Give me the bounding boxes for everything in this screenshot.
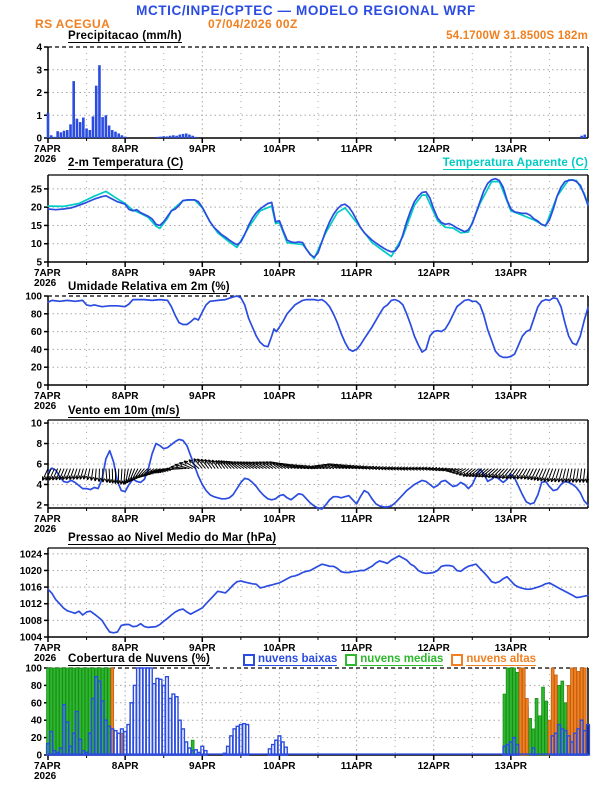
svg-text:40: 40 (30, 344, 42, 356)
svg-text:12APR: 12APR (417, 514, 450, 525)
svg-text:10: 10 (30, 418, 42, 430)
legend-label-mid-clouds: nuvens medias (360, 653, 444, 665)
svg-text:20: 20 (30, 733, 42, 745)
svg-text:4: 4 (36, 42, 42, 54)
svg-text:80: 80 (30, 309, 42, 321)
svg-text:7APR: 7APR (34, 643, 61, 654)
panel-title-cloud-cover: Cobertura de Nuvens (%) (68, 653, 210, 665)
svg-text:1020: 1020 (19, 565, 42, 577)
svg-text:40: 40 (30, 715, 42, 727)
svg-text:13APR: 13APR (494, 144, 527, 155)
svg-text:9APR: 9APR (188, 144, 216, 155)
svg-text:7APR: 7APR (34, 144, 61, 155)
svg-text:1024: 1024 (19, 549, 42, 561)
svg-text:10APR: 10APR (263, 144, 296, 155)
svg-text:80: 80 (30, 680, 42, 692)
svg-text:7APR: 7APR (34, 391, 61, 402)
svg-text:12APR: 12APR (417, 144, 450, 155)
svg-text:6: 6 (36, 459, 42, 471)
svg-text:2026: 2026 (34, 401, 57, 412)
svg-text:10APR: 10APR (263, 391, 296, 402)
svg-text:8: 8 (36, 439, 42, 451)
svg-text:8APR: 8APR (111, 761, 139, 772)
svg-text:9APR: 9APR (188, 643, 216, 654)
svg-text:10: 10 (30, 239, 42, 251)
svg-text:25: 25 (30, 184, 42, 196)
svg-text:0: 0 (36, 750, 42, 762)
svg-text:13APR: 13APR (494, 761, 527, 772)
svg-text:10APR: 10APR (263, 643, 296, 654)
svg-text:5: 5 (36, 257, 42, 269)
svg-text:2: 2 (36, 500, 42, 512)
svg-text:11APR: 11APR (340, 144, 373, 155)
svg-text:10APR: 10APR (263, 268, 296, 279)
panel-title-precipitation: Precipitacao (mm/h) (68, 30, 182, 42)
svg-text:60: 60 (30, 327, 42, 339)
svg-text:4: 4 (36, 479, 42, 491)
svg-text:11APR: 11APR (340, 268, 373, 279)
svg-text:1016: 1016 (19, 582, 42, 594)
svg-text:13APR: 13APR (494, 514, 527, 525)
svg-text:10APR: 10APR (263, 761, 296, 772)
svg-text:1008: 1008 (19, 615, 42, 627)
svg-text:20: 20 (30, 202, 42, 214)
svg-text:12APR: 12APR (417, 643, 450, 654)
panel-title-temperature: 2-m Temperatura (C) (68, 157, 184, 169)
svg-text:11APR: 11APR (340, 391, 373, 402)
station-label: RS ACEGUA (35, 17, 111, 31)
svg-text:2: 2 (36, 88, 42, 99)
panel-title-humidity: Umidade Relativa em 2m (%) (68, 281, 230, 293)
svg-text:2026: 2026 (34, 278, 57, 289)
svg-text:20: 20 (30, 362, 42, 374)
svg-text:9APR: 9APR (188, 391, 216, 402)
apparent-temperature-legend-label: Temperatura Aparente (C) (442, 157, 588, 169)
svg-text:2026: 2026 (34, 154, 57, 165)
svg-text:8APR: 8APR (111, 268, 139, 279)
svg-text:1012: 1012 (19, 599, 42, 611)
svg-text:60: 60 (30, 698, 42, 710)
svg-text:0: 0 (36, 133, 42, 145)
svg-text:8APR: 8APR (111, 144, 139, 155)
svg-text:1004: 1004 (19, 632, 42, 644)
location-coordinates-label: 54.1700W 31.8500S 182m (446, 30, 588, 42)
svg-text:12APR: 12APR (417, 391, 450, 402)
legend-label-low-clouds: nuvens baixas (258, 653, 338, 665)
svg-text:2026: 2026 (34, 771, 57, 782)
svg-text:8APR: 8APR (111, 643, 139, 654)
page-title: MCTIC/INPE/CPTEC — MODELO REGIONAL WRF (136, 3, 476, 18)
svg-text:13APR: 13APR (494, 391, 527, 402)
svg-text:13APR: 13APR (494, 268, 527, 279)
svg-text:15: 15 (30, 220, 42, 232)
svg-text:100: 100 (25, 663, 42, 675)
svg-text:3: 3 (36, 65, 42, 77)
legend-label-high-clouds: nuvens altas (466, 653, 537, 665)
svg-text:12APR: 12APR (417, 268, 450, 279)
svg-text:13APR: 13APR (494, 643, 527, 654)
svg-text:2026: 2026 (34, 653, 57, 664)
panel-title-wind: Vento em 10m (m/s) (68, 405, 180, 417)
svg-text:0: 0 (36, 380, 42, 392)
svg-text:9APR: 9APR (188, 514, 216, 525)
svg-text:7APR: 7APR (34, 761, 61, 772)
svg-text:8APR: 8APR (111, 514, 139, 525)
svg-text:11APR: 11APR (340, 643, 373, 654)
svg-text:100: 100 (25, 291, 42, 303)
svg-text:11APR: 11APR (340, 514, 373, 525)
svg-text:11APR: 11APR (340, 761, 373, 772)
run-datetime-label: 07/04/2026 00Z (208, 17, 298, 31)
svg-text:7APR: 7APR (34, 268, 61, 279)
panel-title-pressure: Pressao ao Nivel Medio do Mar (hPa) (68, 532, 277, 544)
svg-text:2026: 2026 (34, 524, 57, 535)
svg-text:9APR: 9APR (188, 268, 216, 279)
svg-text:9APR: 9APR (188, 761, 216, 772)
svg-text:1: 1 (36, 110, 42, 122)
svg-text:12APR: 12APR (417, 761, 450, 772)
svg-text:8APR: 8APR (111, 391, 139, 402)
svg-text:7APR: 7APR (34, 514, 61, 525)
svg-text:10APR: 10APR (263, 514, 296, 525)
